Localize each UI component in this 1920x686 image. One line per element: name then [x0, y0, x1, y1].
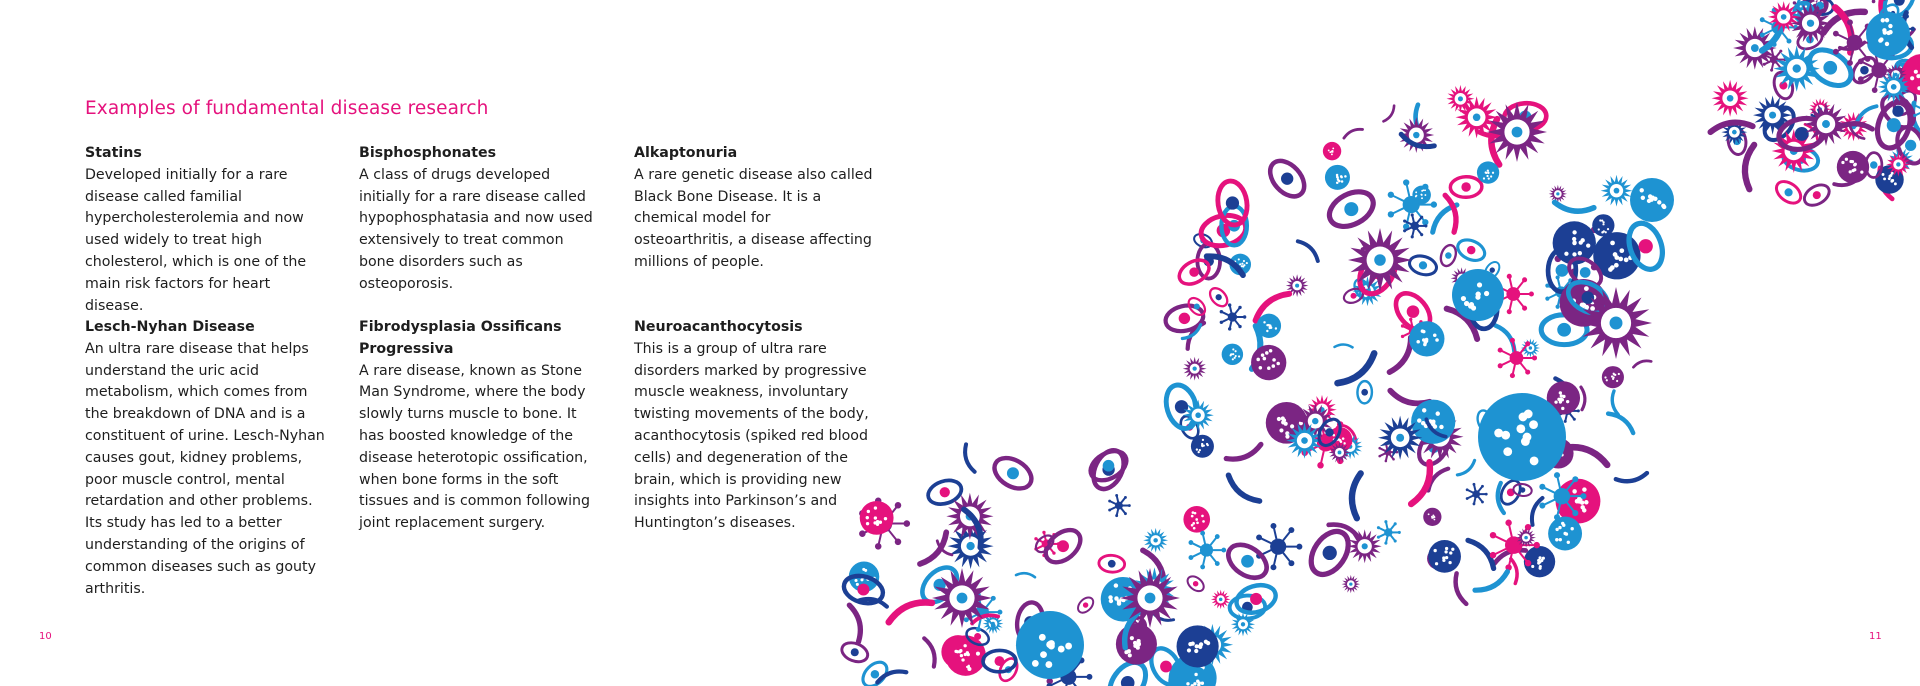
worm-microbe-icon — [1390, 391, 1429, 404]
dotted-cell-icon — [1409, 321, 1444, 356]
entry-body: A rare disease, known as Stone Man Syndrome, where the body slowly turns muscle to bone. It has boosted knowledge of the disease heterotopic ossification, when bone forms in the soft tissues and is common following joint replacement surgery. — [359, 362, 591, 532]
worm-microbe-icon — [1456, 573, 1467, 604]
spore-cell-icon — [1220, 303, 1247, 330]
spore-cell-icon — [1256, 523, 1302, 570]
dotted-cell-icon — [1423, 508, 1441, 526]
spiky-cell-icon — [1348, 228, 1412, 292]
worm-microbe-icon — [1411, 462, 1430, 504]
dotted-cell-icon — [1177, 625, 1219, 667]
blob-cell-icon — [1075, 595, 1096, 616]
spiky-cell-icon — [1580, 287, 1652, 359]
blob-cell-icon — [1233, 581, 1279, 618]
dotted-cell-icon — [1323, 142, 1341, 160]
spread-heading: Examples of fundamental disease research — [85, 98, 489, 119]
page-number-left: 10 — [39, 631, 52, 642]
worm-microbe-icon — [1390, 337, 1411, 372]
blob-cell-icon — [1263, 154, 1310, 203]
worm-microbe-icon — [1344, 129, 1363, 138]
entry-body: A rare genetic disease also called Black Bone Disease. It is a chemical model for osteoarthritis, a disease affecting millions of people. — [634, 166, 873, 270]
blob-cell-icon — [1040, 524, 1087, 569]
blob-cell-icon — [1450, 176, 1482, 198]
worm-microbe-icon — [1555, 202, 1594, 211]
blob-cell-icon — [1438, 243, 1458, 268]
worm-microbe-icon — [1016, 573, 1035, 577]
spiky-cell-icon — [1231, 612, 1255, 636]
blob-cell-icon — [1222, 538, 1272, 585]
dotted-cell-icon — [1602, 366, 1624, 388]
blob-cell-icon — [1357, 381, 1372, 404]
worm-microbe-icon — [924, 638, 934, 666]
blob-cell-icon — [1772, 177, 1804, 207]
entry-title: Neuroacanthocytosis — [634, 319, 803, 335]
worm-microbe-icon — [965, 444, 975, 471]
blob-cell-icon — [1801, 181, 1833, 210]
entry-title: Bisphosphonates — [359, 145, 497, 161]
worm-microbe-icon — [1612, 391, 1618, 415]
spore-cell-icon — [1377, 520, 1401, 544]
page-number-right: 11 — [1869, 631, 1882, 642]
worm-microbe-icon — [1226, 444, 1261, 459]
dotted-cell-icon — [1016, 611, 1084, 679]
dotted-cell-icon — [1630, 178, 1674, 222]
worm-microbe-icon — [1745, 145, 1754, 189]
spiky-cell-icon — [1753, 96, 1792, 135]
dotted-cell-icon — [860, 501, 894, 535]
blob-cell-icon — [1324, 185, 1379, 234]
spore-cell-icon — [1189, 531, 1227, 570]
spiky-cell-icon — [1549, 185, 1567, 203]
worm-microbe-icon — [1475, 572, 1507, 590]
spiky-cell-icon — [1211, 590, 1231, 610]
spiky-cell-icon — [1487, 102, 1547, 162]
entry-title: Statins — [85, 145, 142, 161]
worm-microbe-icon — [1457, 460, 1474, 475]
dotted-cell-icon — [1116, 624, 1157, 665]
dotted-cell-icon — [1478, 393, 1566, 481]
spore-cell-icon — [1388, 179, 1437, 229]
spiky-cell-icon — [1120, 568, 1180, 628]
blob-cell-icon — [989, 452, 1037, 495]
spiky-cell-icon — [1774, 45, 1820, 91]
worm-microbe-icon — [1228, 475, 1259, 501]
spiky-cell-icon — [1183, 357, 1207, 381]
spiky-cell-icon — [1447, 85, 1475, 113]
dotted-cell-icon — [1477, 161, 1499, 183]
worm-microbe-icon — [1616, 473, 1647, 481]
worm-microbe-icon — [1581, 387, 1585, 410]
spiky-cell-icon — [1712, 80, 1749, 117]
spiky-cell-icon — [1804, 102, 1848, 146]
entry-title: Fibrodysplasia Ossificans Progressiva — [359, 319, 562, 357]
blob-cell-icon — [1185, 573, 1207, 594]
entry-body: This is a group of ultra rare disorders marked by progressive muscle weakness, involuntary twisting movements of the body, acanthocytosis (spiked red blood cells) and degeneration of the brain, which is providing new insights into Parkinson’s and Huntington’s diseases. — [634, 340, 869, 532]
blob-cell-icon — [839, 639, 870, 665]
blob-cell-icon — [1098, 554, 1125, 573]
dotted-cell-icon — [1548, 517, 1582, 551]
worm-microbe-icon — [1532, 498, 1543, 525]
blob-cell-icon — [1454, 236, 1487, 265]
entry-title: Lesch-Nyhan Disease — [85, 319, 255, 335]
spore-cell-icon — [1466, 483, 1488, 505]
worm-microbe-icon — [1633, 361, 1651, 367]
dotted-cell-icon — [1222, 344, 1243, 365]
blob-cell-icon — [1304, 525, 1356, 582]
blob-cell-icon — [1407, 253, 1438, 278]
worm-microbe-icon — [849, 605, 860, 642]
worm-microbe-icon — [1383, 106, 1394, 122]
blob-cell-icon — [1207, 285, 1231, 310]
entry-title: Alkaptonuria — [634, 145, 738, 161]
dotted-cell-icon — [1866, 12, 1910, 56]
worm-microbe-icon — [1445, 195, 1456, 232]
spiky-cell-icon — [932, 568, 992, 628]
entry-body: A class of drugs developed initially for a rare disease called hypophosphatasia and now used extensively to treat common bone disorders such as osteoporosis. — [359, 166, 593, 292]
dotted-cell-icon — [1428, 540, 1461, 573]
entry-body: Developed initially for a rare disease called familial hypercholesterolemia and now used widely to treat high cholesterol, which is one of the main risk factors for heart disease. — [85, 166, 307, 314]
worm-microbe-icon — [1468, 540, 1494, 568]
spiky-cell-icon — [1143, 528, 1168, 553]
worm-microbe-icon — [1335, 344, 1353, 347]
dotted-cell-icon — [1257, 314, 1281, 338]
dotted-cell-icon — [1412, 186, 1431, 205]
worm-microbe-icon — [889, 602, 932, 622]
worm-microbe-icon — [1511, 559, 1517, 584]
dotted-cell-icon — [1325, 165, 1350, 190]
dotted-cell-icon — [1183, 506, 1210, 533]
spiky-cell-icon — [1601, 175, 1633, 207]
worm-microbe-icon — [1298, 241, 1318, 261]
dotted-cell-icon — [1251, 345, 1286, 380]
spiky-cell-icon — [1378, 416, 1422, 460]
dotted-cell-icon — [1452, 269, 1504, 321]
spiky-cell-icon — [1342, 575, 1361, 593]
entry-body: An ultra rare disease that helps understand the uric acid metabolism, which comes from the breakdown of DNA and is a constituent of urine. Lesch-Nyhan causes gout, kidney problems, poor muscle control, mental retardation and other problems. Its study has led to a better understanding of the origins of common diseases such as gouty arthritis. — [85, 340, 325, 597]
dotted-cell-icon — [1191, 435, 1214, 458]
spore-cell-icon — [1108, 494, 1131, 517]
worm-microbe-icon — [877, 671, 906, 682]
worm-microbe-icon — [1338, 353, 1375, 383]
worm-microbe-icon — [1352, 473, 1361, 518]
dotted-cell-icon — [1837, 151, 1869, 183]
blob-cell-icon — [1513, 483, 1533, 497]
worm-microbe-icon — [1608, 414, 1633, 433]
spiky-cell-icon — [1790, 3, 1831, 44]
